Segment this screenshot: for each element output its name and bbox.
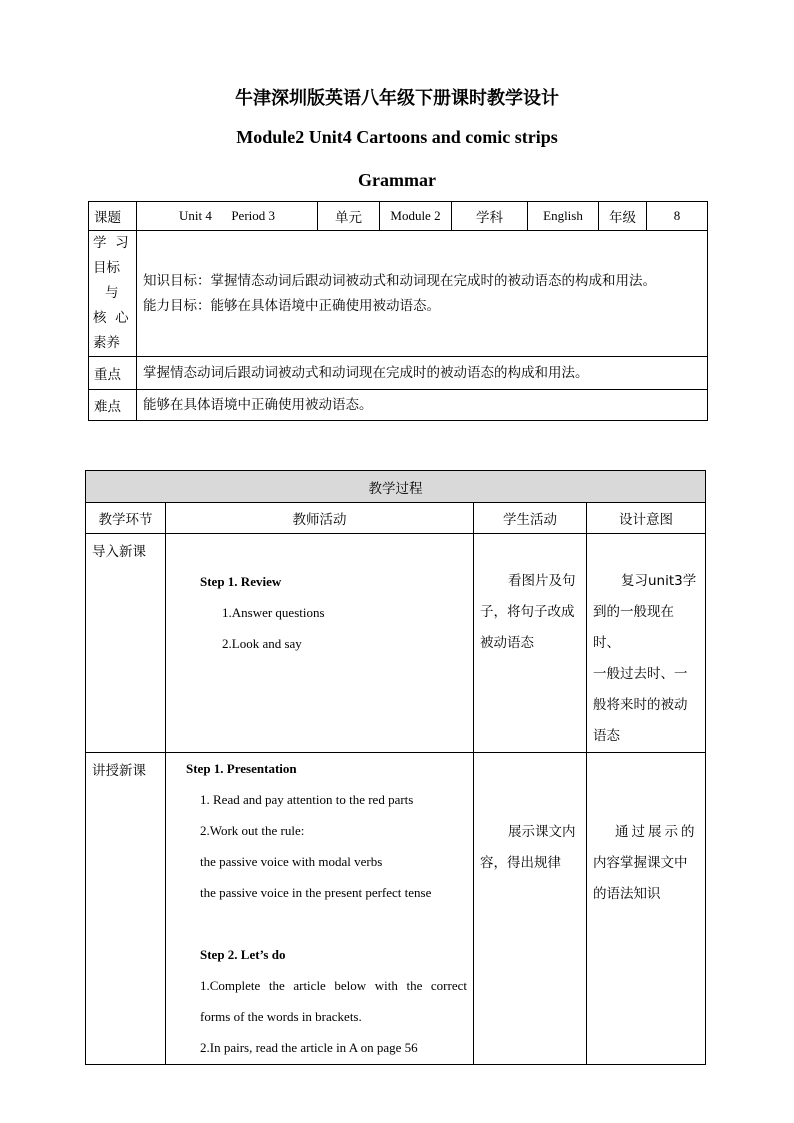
goals-label (89, 231, 137, 357)
presentation-step: Step 1. Presentation (186, 761, 297, 776)
header-teacher: 教师活动 (166, 503, 474, 534)
ability-goal: 能力目标：能够在具体语境中正确使用被动语态。 (143, 297, 440, 314)
stage-intro: 导入新课 (86, 534, 166, 753)
presentation-item: the passive voice in the present perfect tense (200, 885, 432, 900)
review-item: 1.Answer questions (222, 605, 325, 620)
goals-label-line: 素养 (93, 335, 120, 351)
subject-label: 学科 (452, 202, 528, 231)
intent-line: 复习unit3学 (621, 573, 697, 589)
presentation-item: the passive voice with modal verbs (200, 854, 383, 869)
student-line: 被动语态 (480, 635, 534, 651)
intent-line: 内容掌握课文中 (593, 855, 688, 871)
difficult-point-label: 难点 (89, 390, 137, 421)
review-item: 2.Look and say (222, 636, 302, 651)
unit-label: 单元 (318, 202, 380, 231)
intent-new-lesson (587, 753, 706, 1065)
lets-do-step: Step 2. Let’s do (200, 947, 286, 962)
goals-label-line: 核 心 (93, 310, 129, 326)
intent-line: 一般过去时、一 (593, 666, 688, 682)
lets-do-item: 2.In pairs, read the article in A on page 56 (200, 1040, 418, 1055)
intent-intro (587, 534, 706, 753)
grade-label: 年级 (599, 202, 647, 231)
difficult-point-value: 能够在具体语境中正确使用被动语态。 (137, 390, 708, 421)
lesson-info-table (88, 201, 708, 421)
stage-new-lesson: 讲授新课 (86, 753, 166, 1065)
page-subtitle: Module2 Unit4 Cartoons and comic strips (236, 127, 558, 147)
process-title: 教学过程 (86, 471, 706, 503)
key-point-label: 重点 (89, 357, 137, 390)
student-line: 展示课文内 (508, 824, 576, 840)
intent-line: 的语法知识 (593, 886, 661, 902)
unit-value: Module 2 (380, 202, 452, 231)
student-line: 容，得出规律 (480, 855, 561, 871)
review-step: Step 1. Review (200, 574, 282, 589)
grade-value: 8 (647, 202, 708, 231)
page-section-title: Grammar (358, 170, 436, 190)
header-stage: 教学环节 (86, 503, 166, 534)
presentation-item: 2.Work out the rule: (200, 823, 305, 838)
teaching-process-table (85, 470, 706, 1065)
intent-line: 语态 (593, 728, 620, 744)
goals-label-line: 目标 (93, 260, 120, 276)
student-activity-intro (474, 534, 587, 753)
intent-line: 般将来时的被动 (593, 697, 688, 713)
student-activity-new-lesson (474, 753, 587, 1065)
header-student: 学生活动 (474, 503, 587, 534)
intent-line: 通过展示的 (615, 824, 698, 840)
goals-label-line: 与 (105, 285, 119, 301)
page-title: 牛津深圳版英语八年级下册课时教学设计 (235, 88, 559, 109)
knowledge-goal: 知识目标：掌握情态动词后跟动词被动式和动词现在完成时的被动语态的构成和用法。 (143, 272, 656, 289)
lets-do-item: 1.Complete the article below with the correct forms of the words in brackets. (200, 978, 467, 1024)
subject-value: English (528, 202, 599, 231)
topic-label: 课题 (89, 202, 137, 231)
presentation-item: 1. Read and pay attention to the red parts (200, 792, 414, 807)
teacher-activity-intro (166, 534, 474, 753)
header-intent: 设计意图 (587, 503, 706, 534)
student-line: 看图片及句 (508, 573, 576, 589)
topic-value: Unit 4 Period 3 (137, 202, 318, 231)
key-point-value: 掌握情态动词后跟动词被动式和动词现在完成时的被动语态的构成和用法。 (137, 357, 708, 390)
student-line: 子，将句子改成 (480, 604, 575, 620)
intent-line: 到的一般现在时、 (593, 604, 674, 651)
goals-content (137, 231, 708, 357)
teacher-activity-new-lesson (166, 753, 474, 1065)
goals-label-line: 学 习 (93, 235, 129, 251)
